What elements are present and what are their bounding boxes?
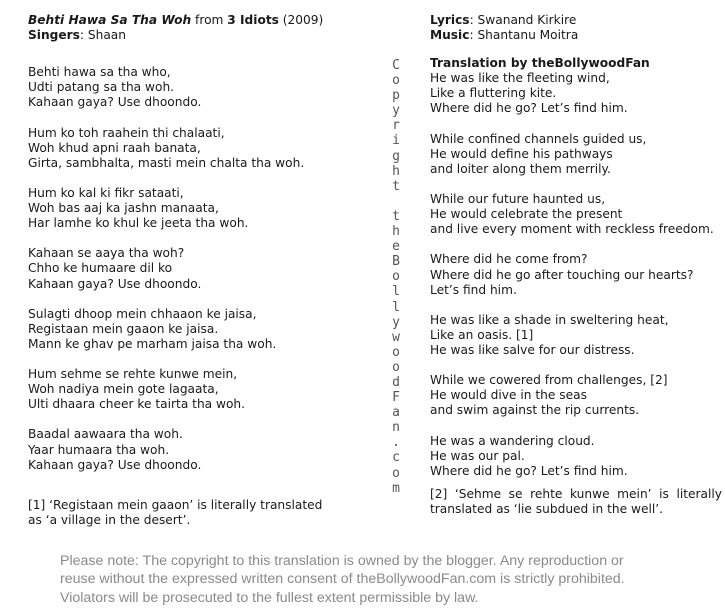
song-title: Behti Hawa Sa Tha Woh <box>28 13 192 27</box>
original-line: Ulti dhaara cheer ke tairta tha woh. <box>28 397 246 412</box>
translation-line: Where did he go? Let’s find him. <box>430 463 628 478</box>
watermark-letter: o <box>392 359 400 375</box>
translation-line: Like an oasis. [1] <box>430 327 534 342</box>
translation-line: Where did he come from? <box>430 252 588 267</box>
translation-line: Let’s find him. <box>430 282 517 297</box>
original-line: Hum sehme se rehte kunwe mein, <box>28 367 238 382</box>
original-line: Mann ke ghav pe marham jaisa tha woh. <box>28 336 277 351</box>
watermark-letter: y <box>392 103 400 119</box>
translation-line: He was a wandering cloud. <box>430 433 595 448</box>
watermark-letter: y <box>392 314 400 330</box>
watermark-letter: h <box>392 224 400 240</box>
original-line: Har lamhe ko khul ke jeeta tha woh. <box>28 216 249 231</box>
translation-stanzas <box>430 71 722 479</box>
original-line: Chho ke humaare dil ko <box>28 261 173 276</box>
notice-line: reuse without the expressed written consent of theBollywoodFan.com is strictly prohibited. <box>60 571 625 588</box>
music-value: : Shantanu Moitra <box>469 28 579 43</box>
watermark-letter: i <box>392 133 400 149</box>
lyrics-credit-line <box>430 13 722 28</box>
watermark-letter: t <box>392 178 400 194</box>
watermark-letter: d <box>392 374 400 390</box>
translation-line: and live every moment with reckless freedom. <box>430 222 714 237</box>
translation-line: While our future haunted us, <box>430 192 606 207</box>
watermark-letter: F <box>392 390 400 406</box>
original-line: Udti patang sa tha woh. <box>28 80 175 95</box>
original-line: Kahaan gaya? Use dhoondo. <box>28 276 202 291</box>
original-stanza <box>28 65 358 110</box>
translation-line: and swim against the rip currents. <box>430 403 640 418</box>
translation-line: He was our pal. <box>430 448 525 463</box>
original-line: Woh nadiya mein gote lagaata, <box>28 382 219 397</box>
watermark-letter: o <box>392 465 400 481</box>
music-credit-line <box>430 28 722 43</box>
watermark-letter: e <box>392 239 400 255</box>
original-line: Kahaan gaya? Use dhoondo. <box>28 95 202 110</box>
notice-line: Please note: The copyright to this translation is owned by the blogger. Any reproduction or <box>60 553 624 569</box>
watermark-letter: l <box>392 299 400 315</box>
watermark-letter: a <box>392 405 400 421</box>
original-line: Kahaan gaya? Use dhoondo. <box>28 457 202 472</box>
watermark-letter: t <box>392 208 400 224</box>
translation-line: Like a fluttering kite. <box>430 86 557 101</box>
original-line: Hum ko kal ki fikr sataati, <box>28 185 184 200</box>
watermark-letter: n <box>392 420 400 436</box>
original-line: Sulagti dhoop mein chhaaon ke jaisa, <box>28 306 257 321</box>
original-line: Girta, sambhalta, masti mein chalta tha woh. <box>28 155 305 170</box>
footnote-line: [1] ‘Registaan mein gaaon’ is literally translated <box>28 498 323 512</box>
translation-stanza <box>430 434 722 479</box>
from-text: from <box>191 13 228 27</box>
translation-stanza <box>430 373 722 418</box>
singers-line <box>28 28 358 43</box>
music-label: Music <box>430 28 470 43</box>
watermark-letter: B <box>392 254 400 270</box>
original-stanza <box>28 367 358 412</box>
translation-line: He was like the fleeting wind, <box>430 71 610 86</box>
watermark-letter: g <box>392 148 400 164</box>
translation-stanza <box>430 71 722 116</box>
translation-line: He was like salve for our distress. <box>430 342 635 357</box>
notice-line: Violators will be prosecuted to the fullest extent permissible by law. <box>60 589 479 606</box>
watermark-letter: c <box>392 450 400 466</box>
translation-line: He was like a shade in sweltering heat, <box>430 312 669 327</box>
original-line: Baadal aawaara tha woh. <box>28 427 183 442</box>
watermark-letter: m <box>392 480 400 496</box>
watermark-letter: o <box>392 269 400 285</box>
watermark-letter: . <box>392 435 400 451</box>
translation-line: He would define his pathways <box>430 146 613 161</box>
original-stanza <box>28 126 358 171</box>
watermark-letter: p <box>392 88 400 104</box>
original-stanzas <box>28 65 358 473</box>
film-year: (2009) <box>278 13 324 27</box>
original-line: Woh khud apni raah banata, <box>28 140 201 155</box>
lyrics-label: Lyrics <box>430 13 470 27</box>
original-line: Registaan mein gaaon ke jaisa. <box>28 321 219 336</box>
footnote-2: [2] ‘Sehme se rehte kunwe mein’ is literally translated as ‘lie subdued in the well’. <box>430 487 722 517</box>
watermark-letter: h <box>392 163 400 179</box>
original-stanza <box>28 307 358 352</box>
watermark-letter <box>388 194 404 209</box>
original-stanza <box>28 246 358 291</box>
original-stanza <box>28 427 358 472</box>
film-title: 3 Idiots <box>227 13 279 27</box>
watermark-letter: o <box>392 344 400 360</box>
translation-stanza <box>430 132 722 177</box>
translation-line: While confined channels guided us, <box>430 131 647 146</box>
lyrics-value: : Swanand Kirkire <box>469 13 577 27</box>
watermark-letter: l <box>392 284 400 300</box>
translation-line: While we cowered from challenges, [2] <box>430 373 668 388</box>
watermark-letter: o <box>392 73 400 89</box>
original-line: Hum ko toh raahein thi chalaati, <box>28 125 225 140</box>
translation-stanza <box>430 192 722 237</box>
footnote-line: as ‘a village in the desert’. <box>28 513 191 528</box>
translation-stanza <box>430 252 722 297</box>
watermark-letter: w <box>392 329 400 345</box>
singers-label: Singers <box>28 28 80 43</box>
lyrics-column-original <box>28 13 358 488</box>
original-line: Yaar humaara tha woh. <box>28 442 170 457</box>
translation-line: He would dive in the seas <box>430 388 587 403</box>
watermark-letter: C <box>392 58 400 73</box>
singers-value: : Shaan <box>79 28 126 43</box>
translation-line: Where did he go? Let’s find him. <box>430 101 628 116</box>
footnote-1 <box>28 498 328 528</box>
lyrics-column-translation <box>430 13 722 494</box>
translation-line: Where did he go after touching our hearts? <box>430 267 694 282</box>
original-line: Woh bas aaj ka jashn manaata, <box>28 201 219 216</box>
copyright-notice <box>60 552 720 607</box>
translation-line: and loiter along them merrily. <box>430 161 611 176</box>
watermark-letter: r <box>392 118 400 134</box>
translation-line: He would celebrate the present <box>430 207 623 222</box>
song-header <box>28 13 358 28</box>
original-stanza <box>28 186 358 231</box>
original-line: Kahaan se aaya tha woh? <box>28 246 185 261</box>
translation-heading: Translation by theBollywoodFan <box>430 56 650 71</box>
translation-stanza <box>430 313 722 358</box>
original-line: Behti hawa sa tha who, <box>28 65 171 80</box>
vertical-watermark <box>388 58 404 496</box>
